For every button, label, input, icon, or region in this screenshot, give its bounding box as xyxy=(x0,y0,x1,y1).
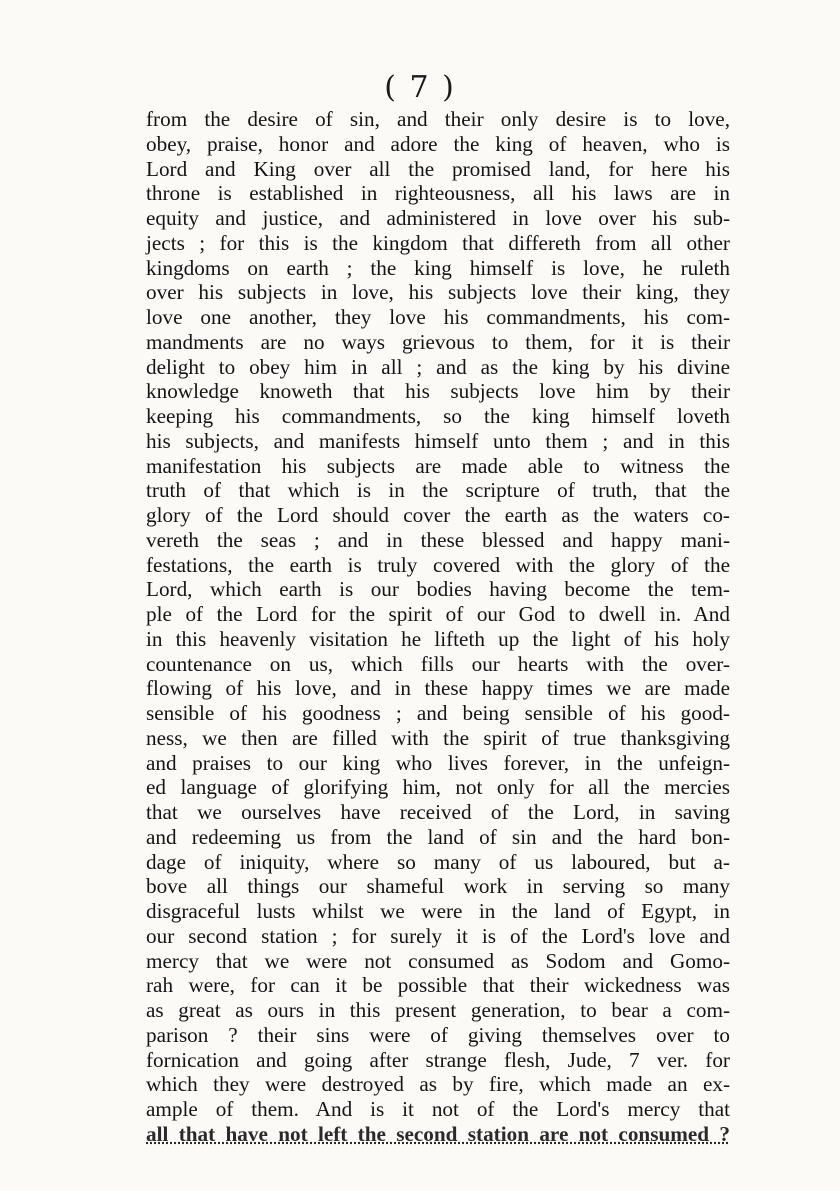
text-line: and redeeming us from the land of sin and the hard bon- xyxy=(146,824,730,849)
text-line: from the desire of sin, and their only desire is to love, xyxy=(146,107,730,131)
text-line: vereth the seas ; and in these blessed and happy mani- xyxy=(146,527,730,552)
text-line: disgraceful lusts whilst we were in the land of Egypt, in xyxy=(146,899,730,923)
text-line: which they were destroyed as by fire, which made an ex- xyxy=(146,1072,730,1097)
text-line: countenance on us, which fills our hearts with the over- xyxy=(146,651,730,676)
text-line: Lord and King over all the promised land, for here his xyxy=(146,156,730,181)
body-text xyxy=(146,107,730,1147)
text-line: keeping his commandments, so the king himself loveth xyxy=(146,404,730,428)
text-line: and praises to our king who lives forever, in the unfeign- xyxy=(146,750,730,775)
text-line: delight to obey him in all ; and as the king by his divine xyxy=(146,354,730,379)
text-line: our second station ; for surely it is of the Lord's love and xyxy=(146,923,730,948)
text-line: knowledge knoweth that his subjects love him by their xyxy=(146,379,730,404)
text-line: mercy that we were not consumed as Sodom and Gomo- xyxy=(146,948,730,973)
text-line: his subjects, and manifests himself unto them ; and in this xyxy=(146,428,730,453)
text-line: ness, we then are filled with the spirit of true thanksgiving xyxy=(146,725,730,750)
text-line: bove all things our shameful work in serving so many xyxy=(146,874,730,899)
text-line: sensible of his goodness ; and being sensible of his good- xyxy=(146,701,730,725)
text-line: jects ; for this is the kingdom that differeth from all other xyxy=(146,230,730,255)
text-line: in this heavenly visitation he lifteth up the light of his holy xyxy=(146,626,730,651)
text-line: truth of that which is in the scripture of truth, that the xyxy=(146,478,730,503)
text-line: glory of the Lord should cover the earth as the waters co- xyxy=(146,503,730,527)
text-line: dage of iniquity, where so many of us laboured, but a- xyxy=(146,849,730,874)
text-line: Lord, which earth is our bodies having become the tem- xyxy=(146,577,730,602)
text-line: ple of the Lord for the spirit of our God to dwell in. And xyxy=(146,602,730,626)
text-line: manifestation his subjects are made able to witness the xyxy=(146,453,730,478)
text-line: obey, praise, honor and adore the king of heaven, who is xyxy=(146,131,730,156)
text-line: as great as ours in this present generation, to bear a com- xyxy=(146,998,730,1022)
page-number: ( 7 ) xyxy=(384,70,456,105)
text-line: over his subjects in love, his subjects love their king, they xyxy=(146,280,730,305)
text-line: kingdoms on earth ; the king himself is love, he ruleth xyxy=(146,255,730,280)
text-line: that we ourselves have received of the Lord, in saving xyxy=(146,800,730,824)
text-line: festations, the earth is truly covered with the glory of the xyxy=(146,552,730,577)
text-line: flowing of his love, and in these happy times we are made xyxy=(146,676,730,701)
text-line: rah were, for can it be possible that their wickedness was xyxy=(146,973,730,998)
text-line: all that have not left the second station are not consumed ? xyxy=(146,1121,730,1146)
text-line: fornication and going after strange flesh, Jude, 7 ver. for xyxy=(146,1047,730,1072)
text-line: mandments are no ways grievous to them, for it is their xyxy=(146,329,730,354)
text-line: love one another, they love his commandments, his com- xyxy=(146,305,730,329)
text-line: ample of them. And is it not of the Lord's mercy that xyxy=(146,1097,730,1121)
text-line: ed language of glorifying him, not only for all the mercies xyxy=(146,775,730,800)
text-line: throne is established in righteousness, all his laws are in xyxy=(146,181,730,206)
text-line: equity and justice, and administered in love over his sub- xyxy=(146,206,730,230)
text-line: parison ? their sins were of giving themselves over to xyxy=(146,1022,730,1047)
